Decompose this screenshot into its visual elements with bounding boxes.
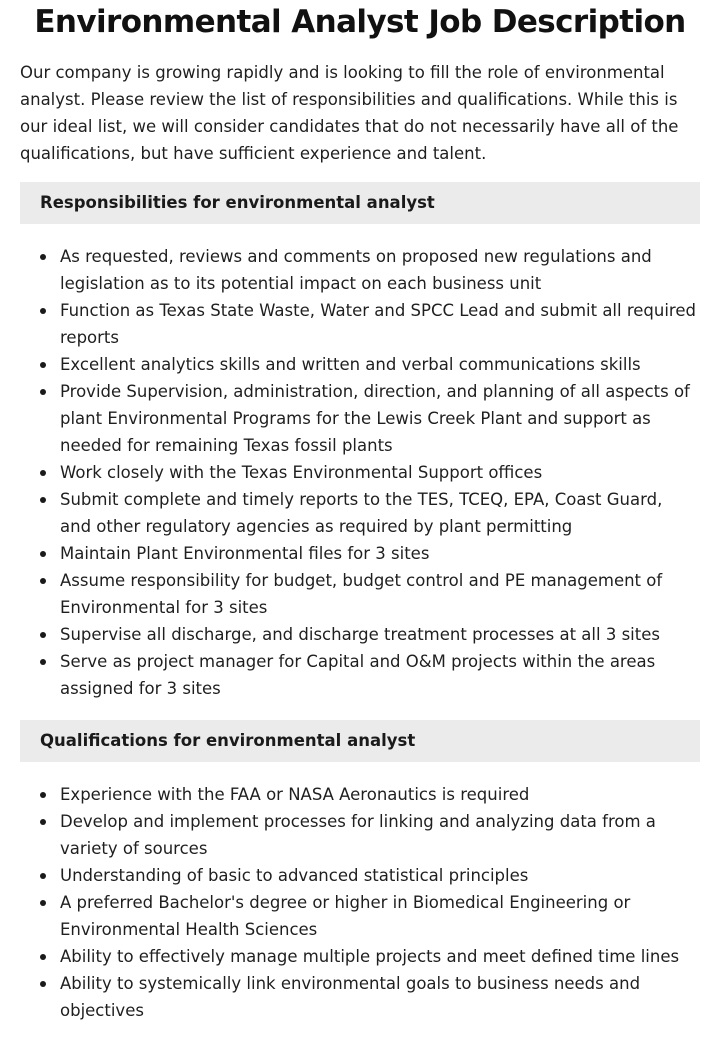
responsibility-item [60,297,700,351]
qualification-item [60,943,700,970]
qualification-item [60,862,700,889]
bullet-icon [40,659,46,665]
bullet-icon [40,900,46,906]
responsibility-text: Serve as project manager for Capital and O&M projects within the areas assigned for 3 sites [60,652,656,698]
responsibility-text: Excellent analytics skills and written and verbal communications skills [60,355,641,374]
bullet-icon [40,873,46,879]
responsibility-item [60,621,700,648]
qualification-text: Ability to systemically link environmental goals to business needs and objectives [60,974,641,1020]
responsibility-text: Assume responsibility for budget, budget control and PE management of Environmental for 3 sites [60,571,663,617]
responsibility-text: As requested, reviews and comments on proposed new regulations and legislation as to its potential impact on each business unit [60,247,652,293]
bullet-icon [40,254,46,260]
qualification-item [60,781,700,808]
responsibilities-section [20,182,700,702]
responsibility-text: Function as Texas State Waste, Water and SPCC Lead and submit all required reports [60,301,696,347]
responsibility-text: Provide Supervision, administration, direction, and planning of all aspects of plant Environmental Programs for the Lewis Creek Plant and support as needed for remaining Texas fossil plants [60,382,690,455]
bullet-icon [40,389,46,395]
responsibility-item [60,243,700,297]
bullet-icon [40,792,46,798]
bullet-icon [40,819,46,825]
qualification-text: A preferred Bachelor's degree or higher in Biomedical Engineering or Environmental Health Sciences [60,893,631,939]
responsibility-text: Submit complete and timely reports to the TES, TCEQ, EPA, Coast Guard, and other regulatory agencies as required by plant permitting [60,490,663,536]
bullet-icon [40,362,46,368]
page-title: Environmental Analyst Job Description [34,4,686,40]
qualifications-section [20,720,700,1024]
qualification-text: Develop and implement processes for linking and analyzing data from a variety of sources [60,812,656,858]
bullet-icon [40,981,46,987]
qualification-item [60,808,700,862]
qualification-text: Ability to effectively manage multiple projects and meet defined time lines [60,947,680,966]
intro-paragraph: Our company is growing rapidly and is looking to fill the role of environmental analyst. Please review the list of responsibilities and qualifications. While this is our ideal list, we will consider candidates that do not necessarily have all of the qualifications, but have sufficient experience and talent. [20,63,679,163]
responsibility-item [60,486,700,540]
responsibilities-heading: Responsibilities for environmental analyst [20,182,700,224]
qualification-text: Understanding of basic to advanced statistical principles [60,866,529,885]
bullet-icon [40,551,46,557]
qualification-text: Experience with the FAA or NASA Aeronautics is required [60,785,530,804]
bullet-icon [40,578,46,584]
responsibility-item [60,567,700,621]
bullet-icon [40,308,46,314]
bullet-icon [40,632,46,638]
responsibility-item [60,540,700,567]
qualification-item [60,889,700,943]
qualifications-list [20,781,700,1024]
bullet-icon [40,470,46,476]
bullet-icon [40,954,46,960]
qualification-item [60,970,700,1024]
responsibility-item [60,459,700,486]
responsibility-text: Supervise all discharge, and discharge treatment processes at all 3 sites [60,625,660,644]
responsibility-text: Work closely with the Texas Environmental Support offices [60,463,543,482]
responsibility-item [60,351,700,378]
bullet-icon [40,497,46,503]
responsibility-item [60,378,700,459]
qualifications-heading: Qualifications for environmental analyst [20,720,700,762]
responsibilities-list [20,243,700,702]
responsibility-item [60,648,700,702]
responsibility-text: Maintain Plant Environmental files for 3 sites [60,544,430,563]
